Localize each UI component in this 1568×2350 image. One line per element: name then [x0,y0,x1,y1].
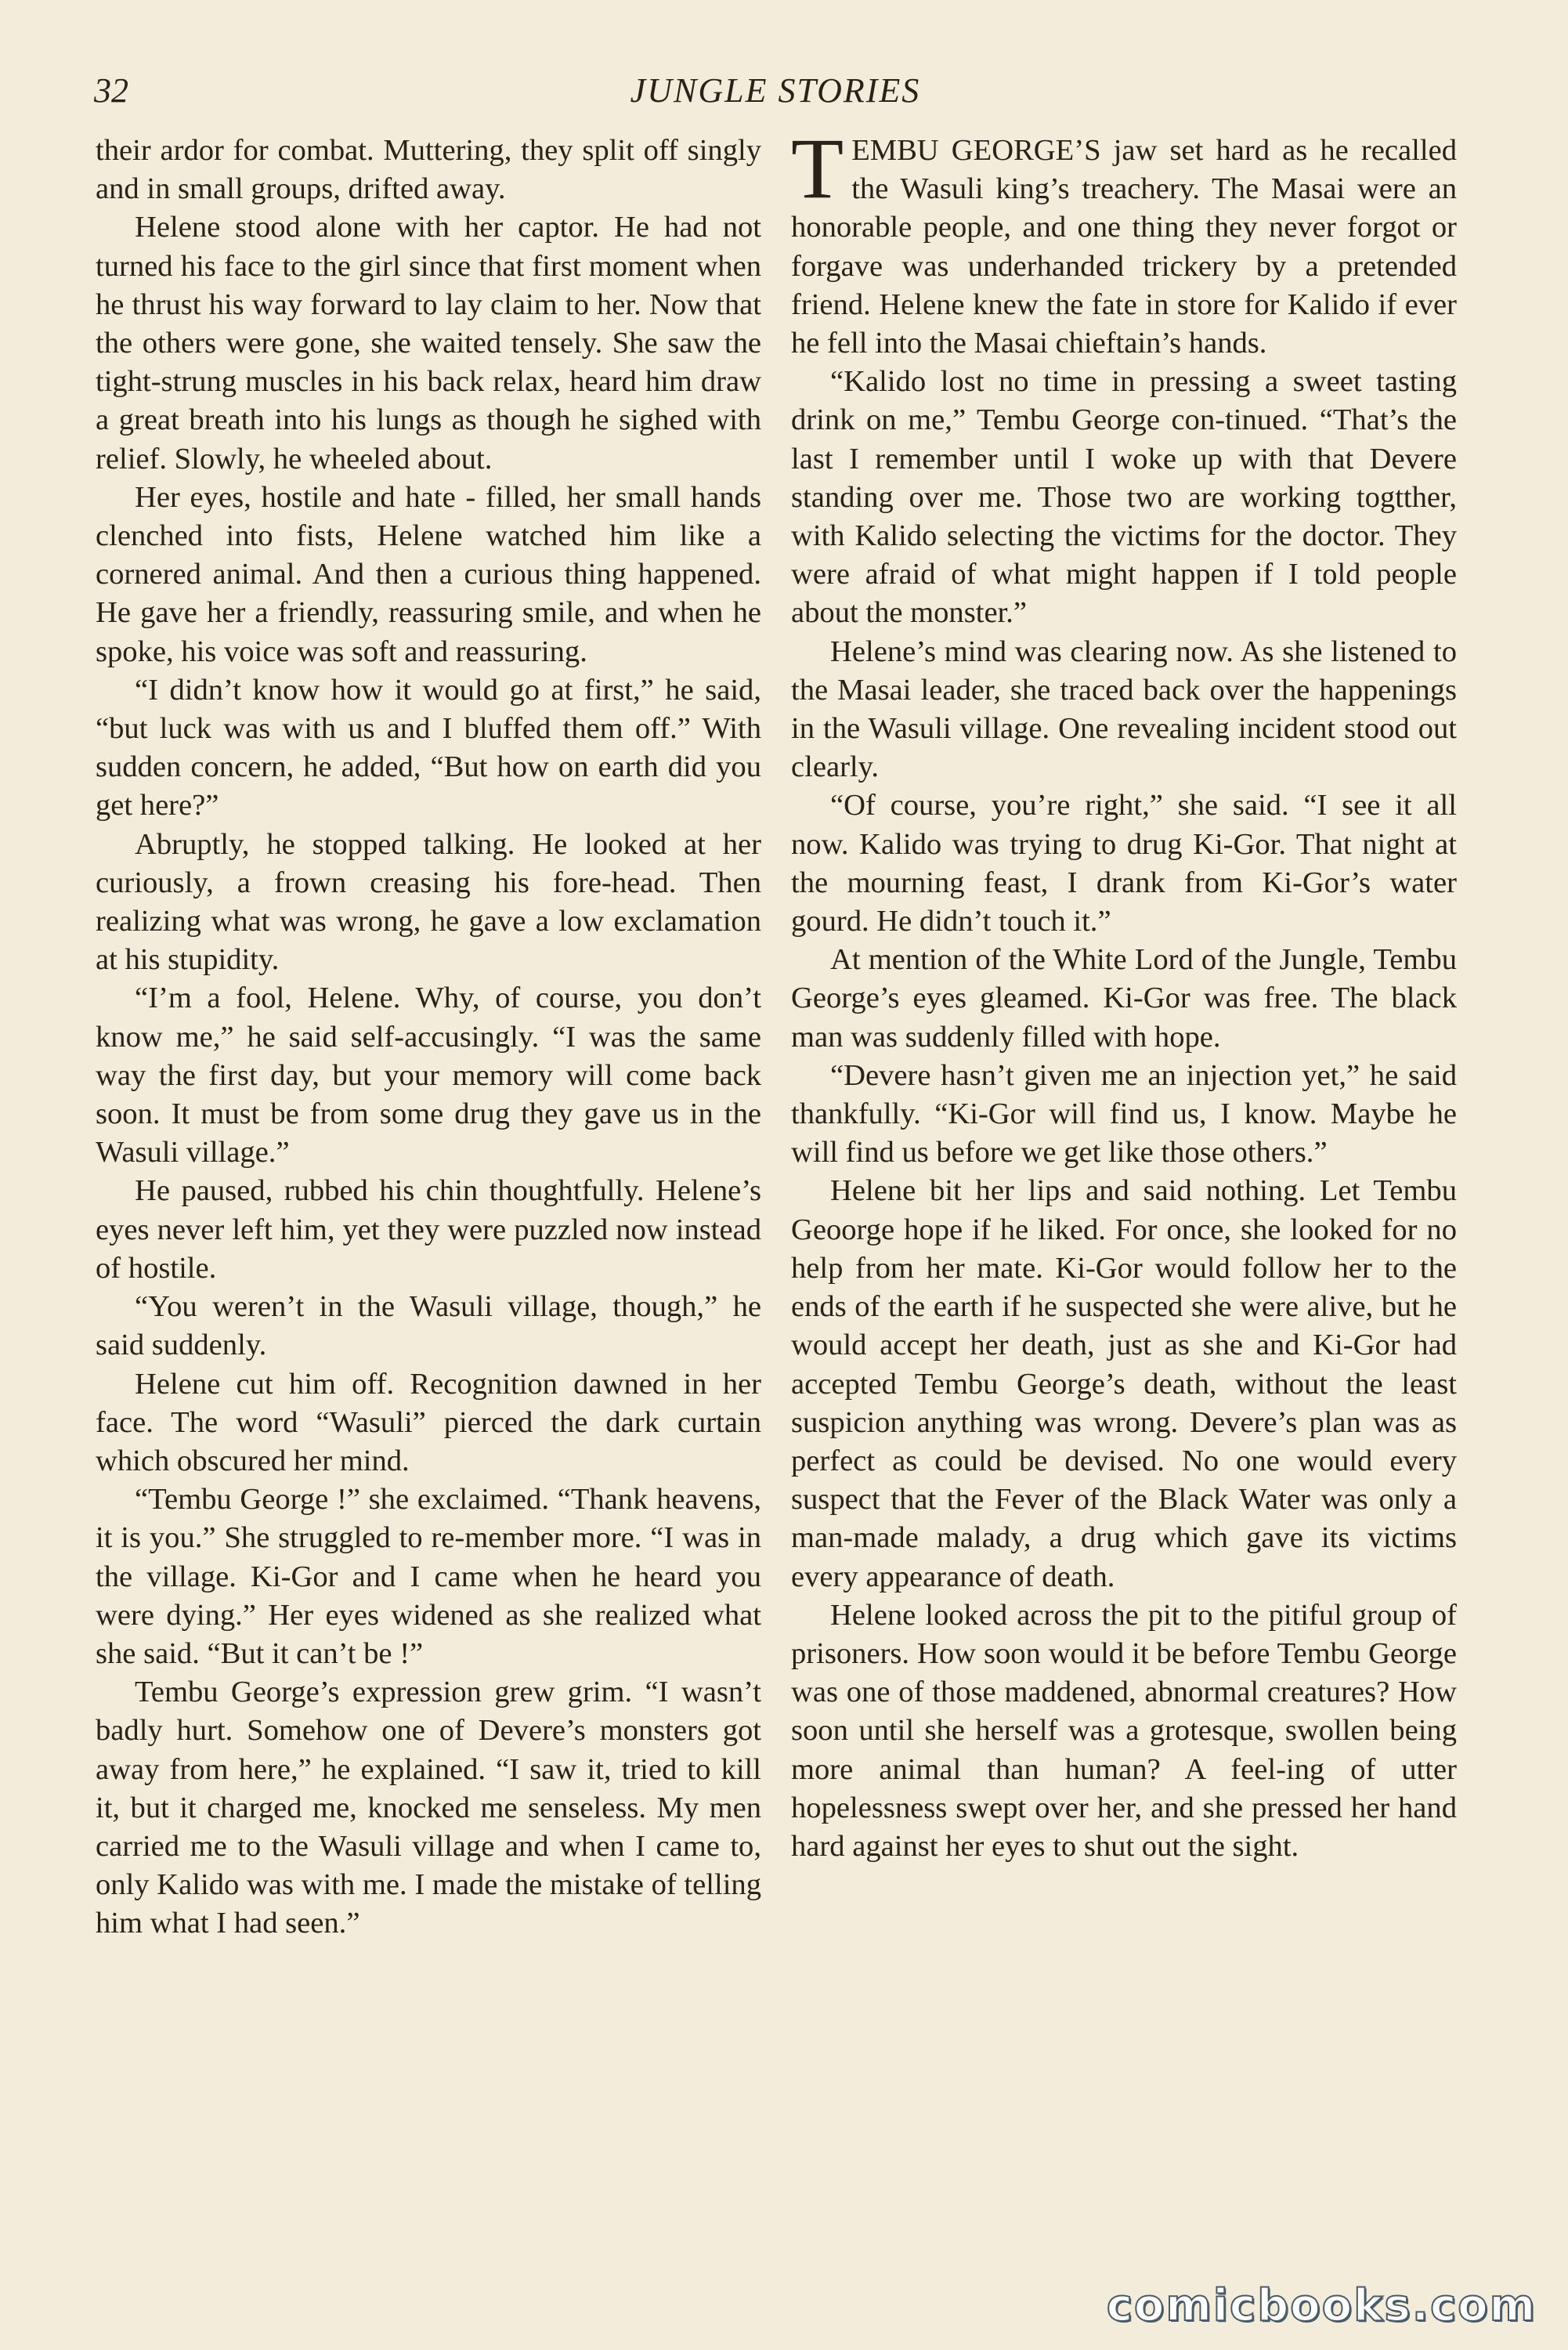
paragraph: “Of course, you’re right,” she said. “I see it all now. Kalido was trying to drug Ki-Gor. That night at the mourning feast, I drank from Ki-Gor’s water gourd. He didn’t touch it.” [791,789,1457,938]
paragraph: “Devere hasn’t given me an injection yet,” he said thankfully. “Ki-Gor will find us, I know. Maybe he will find us before we get like those others.” [791,1058,1457,1170]
paragraph: Abruptly, he stopped talking. He looked at her curiously, a frown creasing his fore-head. Then realizing what was wrong, he gave a low exclamation at his stupidity. [96,827,761,977]
opening-text: EMBU GEORGE’S jaw set hard as he recalled the Wasuli king’s treachery. The Masai were an honorable people, and one thing they never forgot or forgave was underhanded trickery by a pretended friend. Helene knew the fate in store for Kalido if ever he fell into the Masai chieftain’s hands. [791,134,1457,360]
paragraph: their ardor for combat. Muttering, they split off singly and in small groups, drifted away. [96,134,761,206]
paragraph: “Kalido lost no time in pressing a sweet tasting drink on me,” Tembu George con-tinued. “That’s the last I remember until I woke up with that Devere standing over me. Those two are working togtther, with Kalido selecting the victims for the doctor. They were afraid of what might happen if I told people about the monster.” [791,365,1457,630]
paragraph: “You weren’t in the Wasuli village, though,” he said suddenly. [96,1290,761,1362]
left-column [96,132,761,1943]
right-column [791,121,1457,1866]
paragraph: At mention of the White Lord of the Jungle, Tembu George’s eyes gleamed. Ki-Gor was free. The black man was suddenly filled with hope. [791,943,1457,1054]
paragraph: Helene looked across the pit to the pitiful group of prisoners. How soon would it be before Tembu George was one of those maddened, abnormal creatures? How soon until she herself was a grotesque, swollen being more animal than human? A feel-ing of utter hopelessness swept over her, and she pressed her hand hard against her eyes to shut out the sight. [791,1598,1457,1863]
page-header [94,70,1457,125]
paragraph: Tembu George’s expression grew grim. “I wasn’t badly hurt. Somehow one of Devere’s monsters got away from here,” he explained. “I saw it, tried to kill it, but it charged me, knocked me senseless. My men carried me to the Wasuli village and when I came to, only Kalido was with me. I made the mistake of telling him what I had seen.” [96,1676,761,1940]
paragraph: Her eyes, hostile and hate - filled, her small hands clenched into fists, Helene watched him like a cornered animal. And then a curious thing happened. He gave her a friendly, reassuring smile, and when he spoke, his voice was soft and reassuring. [96,480,761,668]
running-title: JUNGLE STORIES [630,71,921,110]
paragraph: “I didn’t know how it would go at first,” he said, “but luck was with us and I bluffed them off.” With sudden concern, he added, “But how on earth did you get here?” [96,673,761,822]
watermark-logo: comicbooks.com [1106,2280,1537,2331]
paragraph: “Tembu George !” she exclaimed. “Thank heavens, it is you.” She struggled to re-member more. “I was in the village. Ki-Gor and I came when he heard you were dying.” Her eyes widened as she realized what she said. “But it can’t be !” [96,1483,761,1670]
paragraph: He paused, rubbed his chin thoughtfully. Helene’s eyes never left him, yet they were puzzled now instead of hostile. [96,1174,761,1285]
paragraph: Helene cut him off. Recognition dawned in her face. The word “Wasuli” pierced the dark curtain which obscured her mind. [96,1367,761,1477]
page-number: 32 [94,71,128,110]
paragraph: “I’m a fool, Helene. Why, of course, you don’t know me,” he said self-accusingly. “I was the same way the first day, but your memory will come back soon. It must be from some drug they gave us in the Wasuli village.” [96,982,761,1170]
paragraph: Helene bit her lips and said nothing. Let Tembu Geoorge hope if he liked. For once, she looked for no help from her mate. Ki-Gor would follow her to the ends of the earth if he suspected she were alive, but he would accept her death, just as she and Ki-Gor had accepted Tembu George’s death, without the least suspicion anything was wrong. Devere’s plan was as perfect as could be devised. No one would every suspect that the Fever of the Black Water was only a man-made malady, a drug which gave its victims every appearance of death. [791,1174,1457,1593]
section-opening-paragraph [791,121,1457,363]
drop-cap: T [791,121,844,216]
paragraph: Helene stood alone with her captor. He had not turned his face to the girl since that first moment when he thrust his way forward to lay claim to her. Now that the others were gone, she waited tensely. She saw the tight-strung muscles in his back relax, heard him draw a great breath into his lungs as though he sighed with relief. Slowly, he wheeled about. [96,211,761,475]
paragraph: Helene’s mind was clearing now. As she listened to the Masai leader, she traced back over the happenings in the Wasuli village. One revealing incident stood out clearly. [791,634,1457,784]
